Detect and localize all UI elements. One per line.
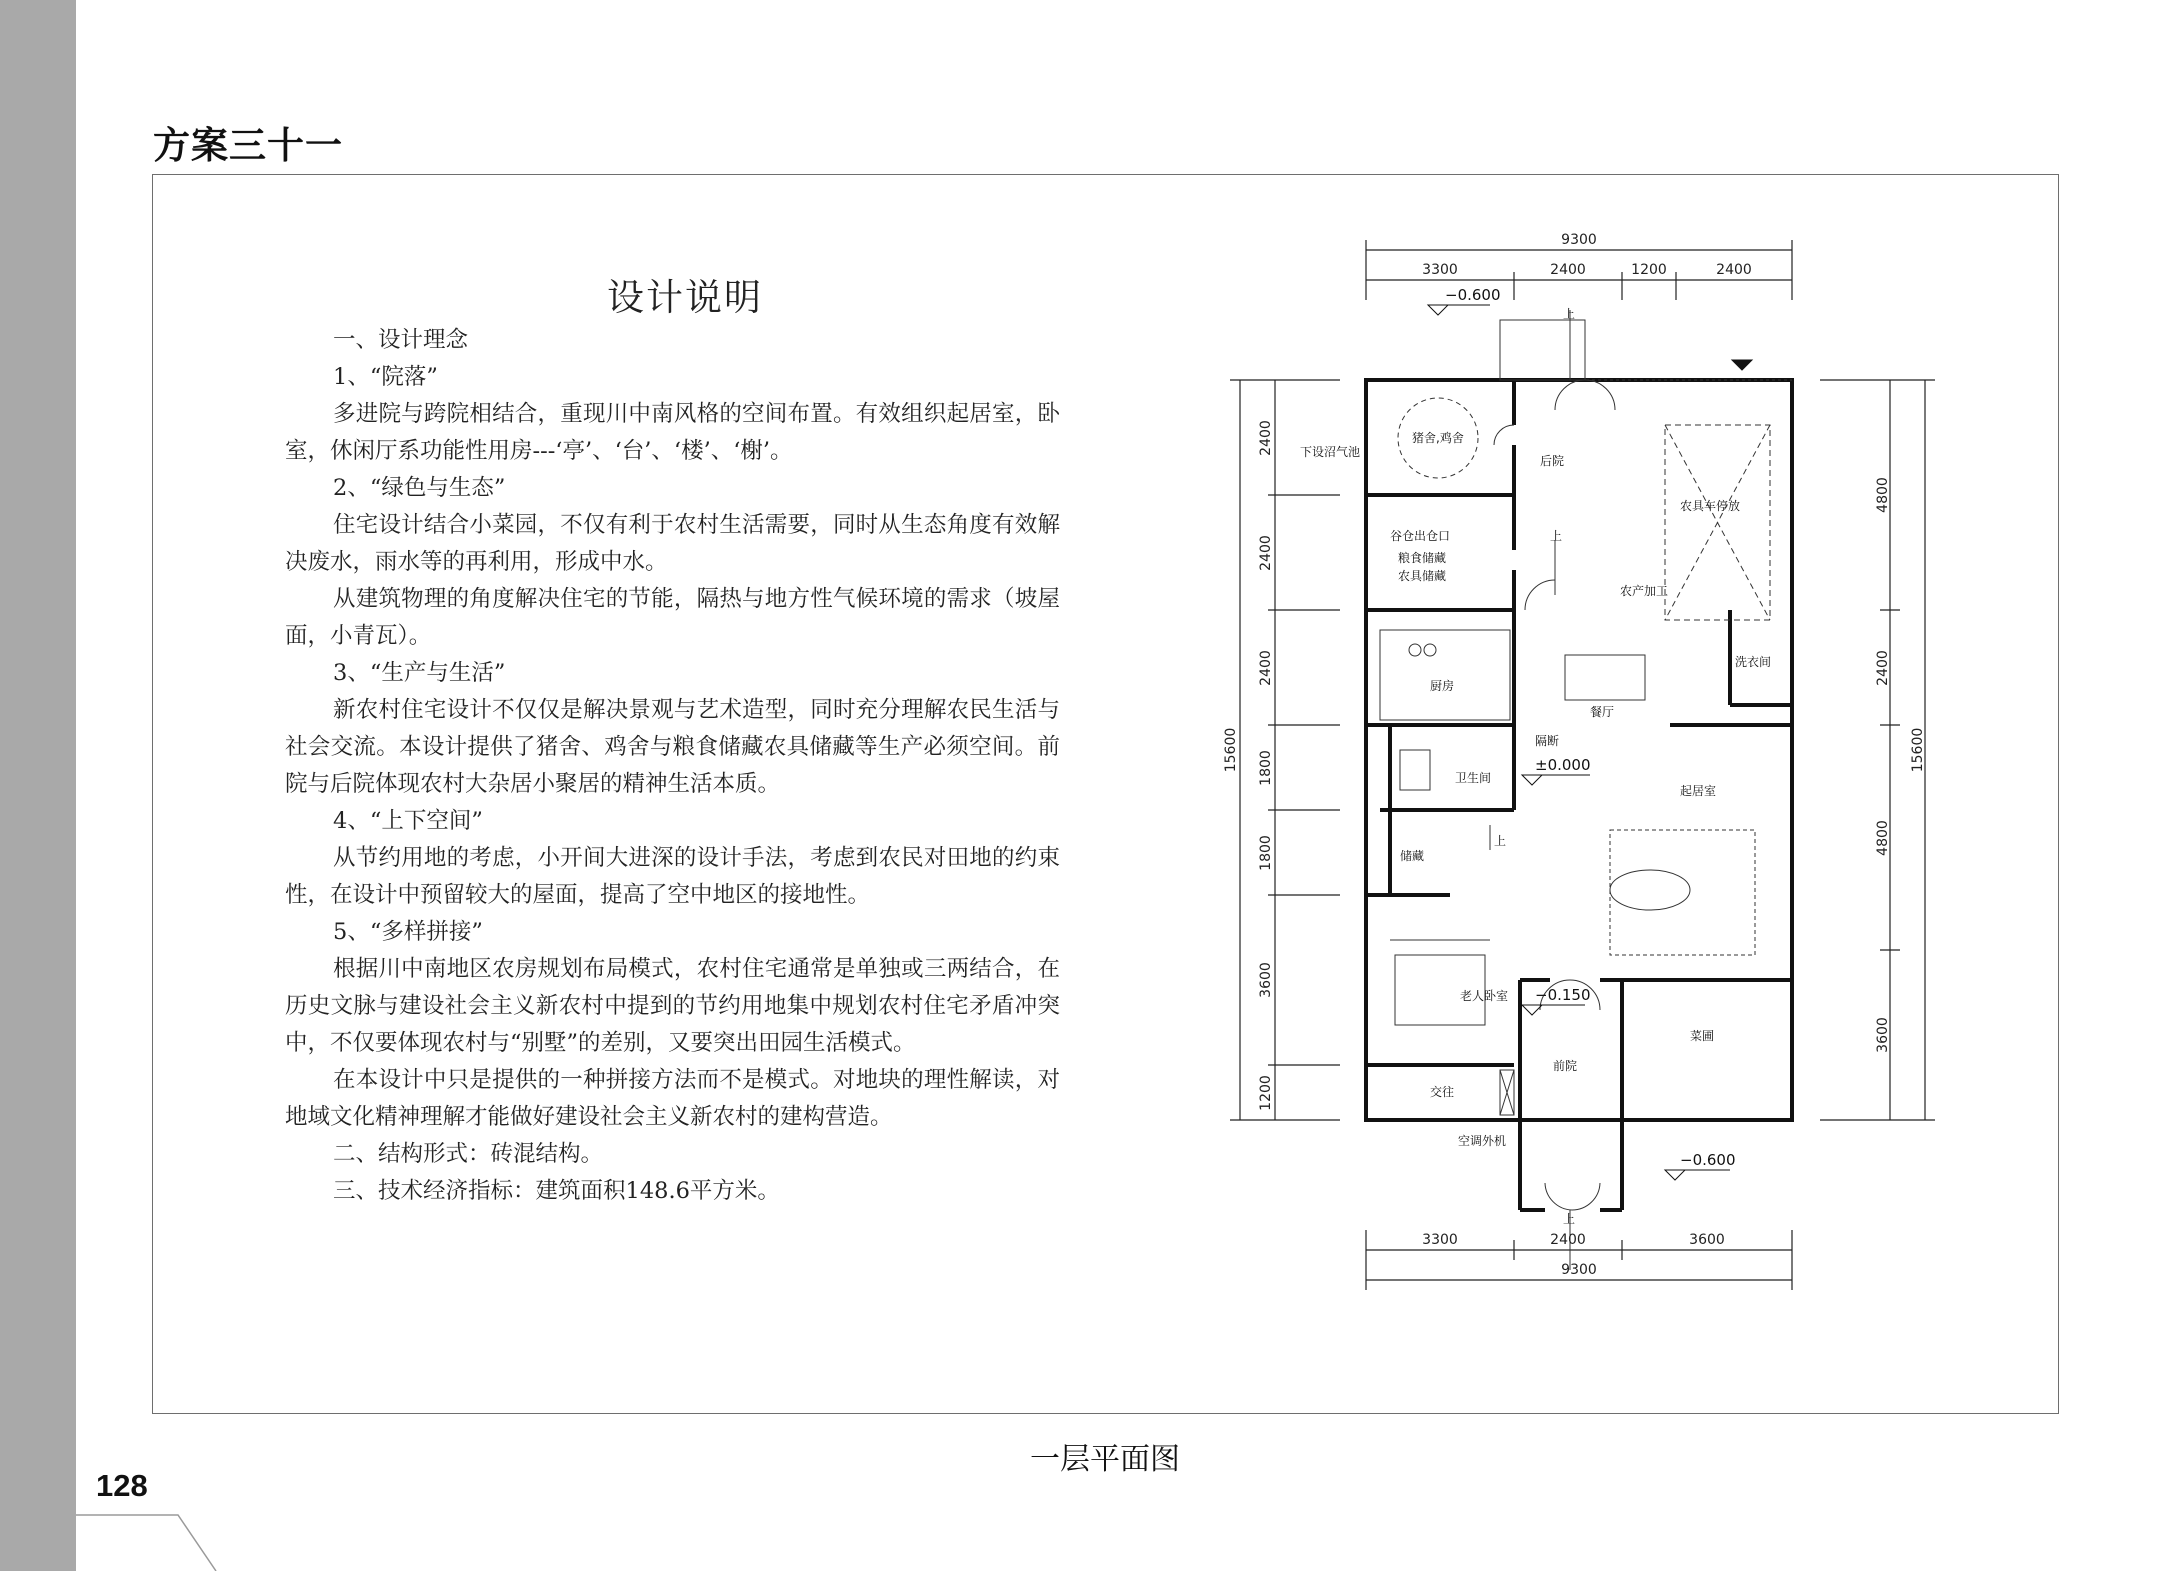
room-ac-unit: 空调外机: [1458, 1134, 1507, 1148]
level-front: −0.600: [1680, 1151, 1736, 1169]
room-biogas: 下设沼气池: [1300, 445, 1361, 459]
page-number: 128: [96, 1468, 148, 1503]
plan-caption: 一层平面图: [1030, 1442, 1180, 1477]
room-machinery: 农具车停放: [1680, 499, 1741, 513]
room-front-yard: 前院: [1553, 1059, 1578, 1073]
room-processing: 农产加工: [1620, 584, 1669, 598]
room-back-yard: 后院: [1540, 454, 1565, 468]
dim-top-seg: 2400: [1550, 262, 1586, 278]
description-line: 5、“多样拼接”: [333, 919, 483, 945]
dim-right-seg: 4800: [1875, 820, 1891, 856]
dim-top-seg: 1200: [1631, 262, 1667, 278]
level-floor: ±0.000: [1535, 756, 1591, 774]
room-storage: 储藏: [1400, 849, 1425, 863]
stair-up-label: 上: [1494, 834, 1507, 848]
dim-left-seg: 1800: [1258, 835, 1274, 871]
description-title: 设计说明: [607, 276, 763, 319]
dim-left-seg: 1200: [1258, 1075, 1274, 1111]
description-line: 三、技术经济指标：建筑面积148.6平方米。: [333, 1178, 780, 1204]
room-dining: 餐厅: [1590, 705, 1615, 719]
dim-right-seg: 2400: [1875, 650, 1891, 686]
dim-top-seg: 3300: [1422, 262, 1458, 278]
room-bathroom: 卫生间: [1455, 771, 1492, 785]
dim-top-total: 9300: [1561, 232, 1597, 248]
dim-left-total: 15600: [1223, 727, 1239, 773]
room-pig-chicken: 猪舍,鸡舍: [1412, 431, 1464, 445]
description-line: 在本设计中只是提供的一种拼接方法而不是模式。对地块的理性解读，对地域文化精神理解才能做好建设社会主义新农村的建构营造。: [285, 1067, 1060, 1130]
room-laundry: 洗衣间: [1735, 655, 1772, 669]
room-living: 起居室: [1680, 784, 1717, 798]
room-granary-outlet: 谷仓出仓口: [1390, 529, 1451, 543]
stair-up-label: 上: [1563, 307, 1576, 321]
level-front-yard: −0.150: [1535, 986, 1591, 1004]
description-line: 从节约用地的考虑，小开间大进深的设计手法，考虑到农民对田地的约束性，在设计中预留较大的屋面，提高了空中地区的接地性。: [285, 845, 1060, 908]
dim-bottom-seg: 3300: [1422, 1232, 1458, 1248]
dim-top-seg: 2400: [1716, 262, 1752, 278]
description-line: 3、“生产与生活”: [333, 660, 506, 686]
dim-left-seg: 2400: [1258, 420, 1274, 456]
scheme-title: 方案三十一: [153, 124, 343, 167]
room-kitchen: 厨房: [1430, 679, 1455, 693]
level-back: −0.600: [1445, 286, 1501, 304]
room-partition: 隔断: [1535, 734, 1560, 748]
room-elder-bedroom: 老人卧室: [1460, 989, 1509, 1003]
dim-right-seg: 4800: [1875, 477, 1891, 513]
description-line: 一、设计理念: [333, 327, 469, 353]
room-social: 交往: [1430, 1085, 1455, 1099]
description-line: 二、结构形式：砖混结构。: [333, 1141, 604, 1167]
description-line: 根据川中南地区农房规划布局模式，农村住宅通常是单独或三两结合，在历史文脉与建设社会主义新农村中提到的节约用地集中规划农村住宅矛盾冲突中，不仅要体现农村与“别墅”的差别，又要突出田园生活模式。: [285, 956, 1060, 1056]
stair-up-label: 上: [1550, 529, 1563, 543]
description-line: 4、“上下空间”: [333, 808, 483, 834]
dim-left-seg: 1800: [1258, 750, 1274, 786]
description-line: 新农村住宅设计不仅仅是解决景观与艺术造型，同时充分理解农民生活与社会交流。本设计提供了猪舍、鸡舍与粮食储藏农具储藏等生产必须空间。前院与后院体现农村大杂居小聚居的精神生活本质。: [285, 697, 1060, 797]
dim-left-seg: 2400: [1258, 535, 1274, 571]
dim-right-seg: 3600: [1875, 1017, 1891, 1053]
dim-left-seg: 3600: [1258, 962, 1274, 998]
dim-left-seg: 2400: [1258, 650, 1274, 686]
dim-bottom-seg: 3600: [1689, 1232, 1725, 1248]
dim-bottom-total: 9300: [1561, 1262, 1597, 1278]
description-line: 多进院与跨院相结合，重现川中南风格的空间布置。有效组织起居室，卧室，休闲厅系功能性用房---‘亭’、‘台’、‘楼’、‘榭’。: [285, 401, 1060, 464]
description-line: 1、“院落”: [333, 364, 438, 390]
room-tool-storage: 农具储藏: [1398, 569, 1447, 583]
room-grain-storage: 粮食储藏: [1398, 551, 1447, 565]
description-line: 从建筑物理的角度解决住宅的节能，隔热与地方性气候环境的需求（坡屋面，小青瓦）。: [285, 586, 1060, 649]
description-line: 2、“绿色与生态”: [333, 475, 506, 501]
dim-bottom-seg: 2400: [1550, 1232, 1586, 1248]
dim-right-total: 15600: [1910, 727, 1926, 773]
room-vegetable-garden: 菜圃: [1690, 1029, 1715, 1043]
description-line: 住宅设计结合小菜园，不仅有利于农村生活需要，同时从生态角度有效解决废水，雨水等的再利用，形成中水。: [285, 512, 1060, 575]
stair-up-label: 上: [1563, 1212, 1576, 1226]
description-text: [285, 322, 1060, 1210]
floor-plan: [1190, 210, 1970, 1310]
